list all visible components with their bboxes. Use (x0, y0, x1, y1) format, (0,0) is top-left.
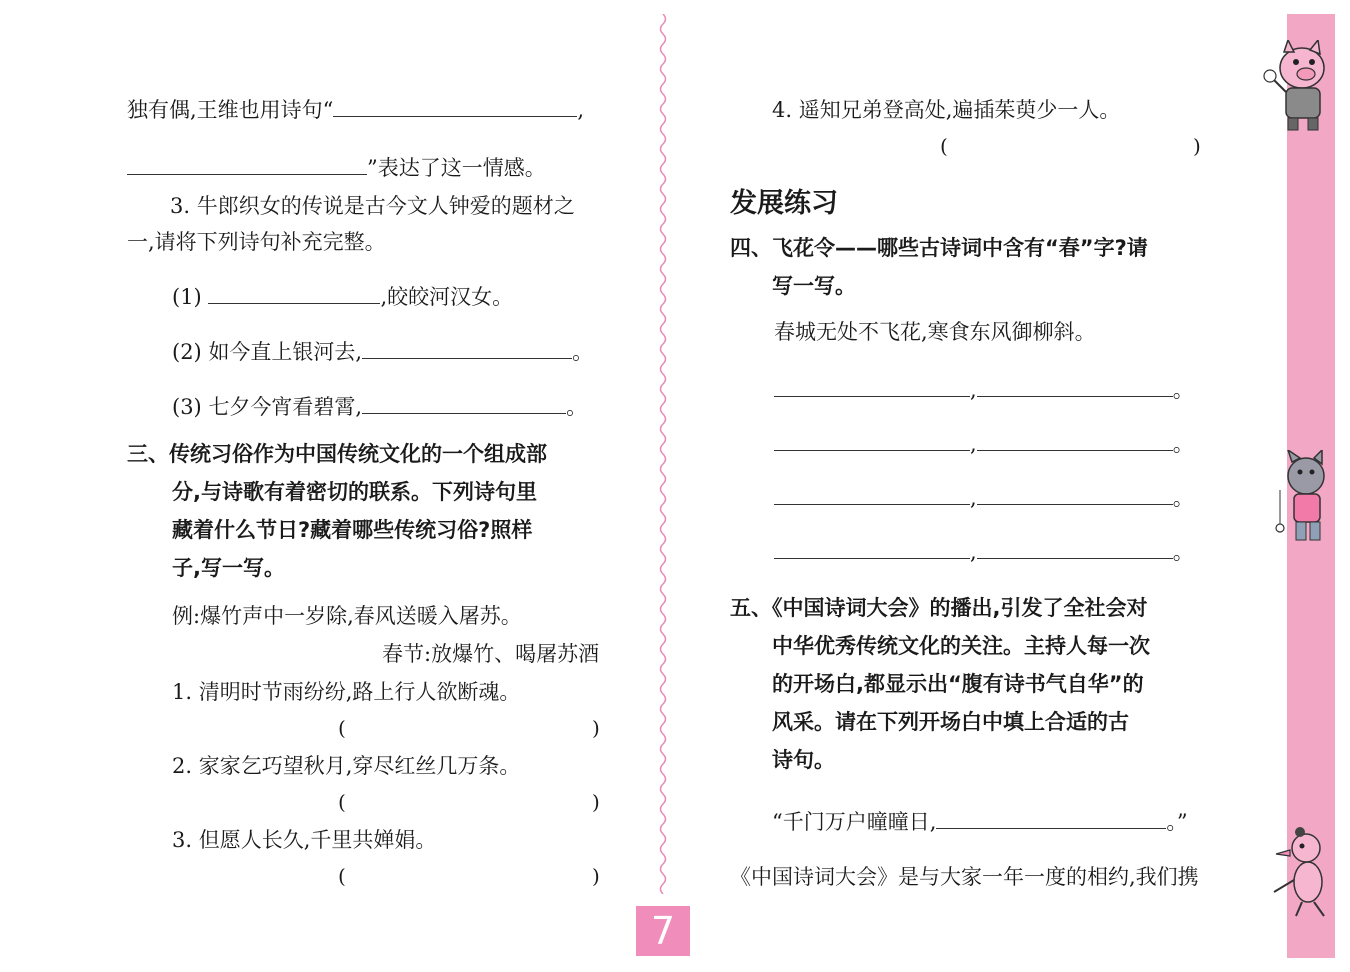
answer-paren-open: ( (338, 716, 346, 740)
quote-line: “千门万户曈曈日, 。” (772, 810, 1188, 834)
q3-2: (2) 如今直上银河去, 。 (172, 340, 594, 364)
answer-blank[interactable] (936, 812, 1166, 829)
example-answer: 春节:放爆竹、喝屠苏酒 (382, 642, 600, 666)
answer-blank[interactable] (774, 542, 970, 559)
answer-paren-close: ) (592, 790, 600, 814)
section-3-line-1: 三、传统习俗作为中国传统文化的一个组成部 (127, 442, 547, 466)
answer-paren-close: ) (592, 864, 600, 888)
answer-blank[interactable] (774, 488, 970, 505)
answer-paren-open: ( (338, 864, 346, 888)
section-3-line-4: 子,写一写。 (172, 556, 285, 580)
left-line-1: 独有偶,王维也用诗句“ , (127, 98, 585, 122)
section-5-line-2: 中华优秀传统文化的关注。主持人每一次 (772, 634, 1150, 658)
answer-blank[interactable] (774, 380, 970, 397)
answer-blank[interactable] (977, 542, 1173, 559)
bird-mascot-icon (1270, 826, 1336, 922)
page-number: 7 (636, 906, 690, 956)
fill-row: , 。 (774, 542, 1194, 563)
item-3: 3. 但愿人长久,千里共婵娟。 (172, 828, 437, 852)
section-5-line-4: 风采。请在下列开场白中填上合适的古 (772, 710, 1129, 734)
answer-blank[interactable] (208, 287, 380, 304)
q3-line-1: 3. 牛郎织女的传说是古今文人钟爱的题材之 (170, 194, 575, 218)
answer-blank[interactable] (977, 380, 1173, 397)
answer-blank[interactable] (362, 342, 572, 359)
left-line-2: ”表达了这一情感。 (127, 158, 546, 179)
page-divider (657, 14, 669, 894)
answer-paren-open: ( (338, 790, 346, 814)
fill-row: , 。 (774, 380, 1194, 401)
wolf-mascot-icon (1268, 450, 1338, 550)
answer-blank[interactable] (362, 397, 566, 414)
q3-1: (1) ,皎皎河汉女。 (172, 285, 514, 309)
section-4-example: 春城无处不飞花,寒食东风御柳斜。 (774, 320, 1096, 344)
section-5-line-3: 的开场白,都显示出“腹有诗书气自华”的 (772, 672, 1144, 696)
answer-paren-close: ) (1193, 134, 1201, 158)
answer-blank[interactable] (774, 434, 970, 451)
answer-paren-open: ( (940, 134, 948, 158)
fill-row: , 。 (774, 488, 1194, 509)
answer-paren-close: ) (592, 716, 600, 740)
q3-3: (3) 七夕今宵看碧霄, 。 (172, 395, 588, 419)
section-title: 发展练习 (730, 188, 838, 219)
section-5-line-5: 诗句。 (772, 748, 835, 772)
pig-mascot-icon (1262, 40, 1336, 132)
example-line: 例:爆竹声中一岁除,春风送暖入屠苏。 (172, 604, 522, 628)
section-4-line-1: 四、飞花令——哪些古诗词中含有“春”字?请 (730, 236, 1148, 260)
answer-blank[interactable] (977, 434, 1173, 451)
section-4-line-2: 写一写。 (772, 274, 856, 298)
q3-line-2: 一,请将下列诗句补充完整。 (127, 230, 386, 254)
item-4: 4. 遥知兄弟登高处,遍插茱萸少一人。 (772, 98, 1121, 122)
fill-row: , 。 (774, 434, 1194, 455)
last-line: 《中国诗词大会》是与大家一年一度的相约,我们携 (730, 865, 1199, 889)
item-2: 2. 家家乞巧望秋月,穿尽红丝几万条。 (172, 754, 521, 778)
section-3-line-2: 分,与诗歌有着密切的联系。下列诗句里 (172, 480, 537, 504)
answer-blank[interactable] (333, 100, 577, 117)
item-1: 1. 清明时节雨纷纷,路上行人欲断魂。 (172, 680, 521, 704)
section-3-line-3: 藏着什么节日?藏着哪些传统习俗?照样 (172, 518, 533, 542)
answer-blank[interactable] (977, 488, 1173, 505)
section-5-line-1: 五、《中国诗词大会》的播出,引发了全社会对 (730, 596, 1148, 620)
answer-blank[interactable] (127, 158, 367, 175)
